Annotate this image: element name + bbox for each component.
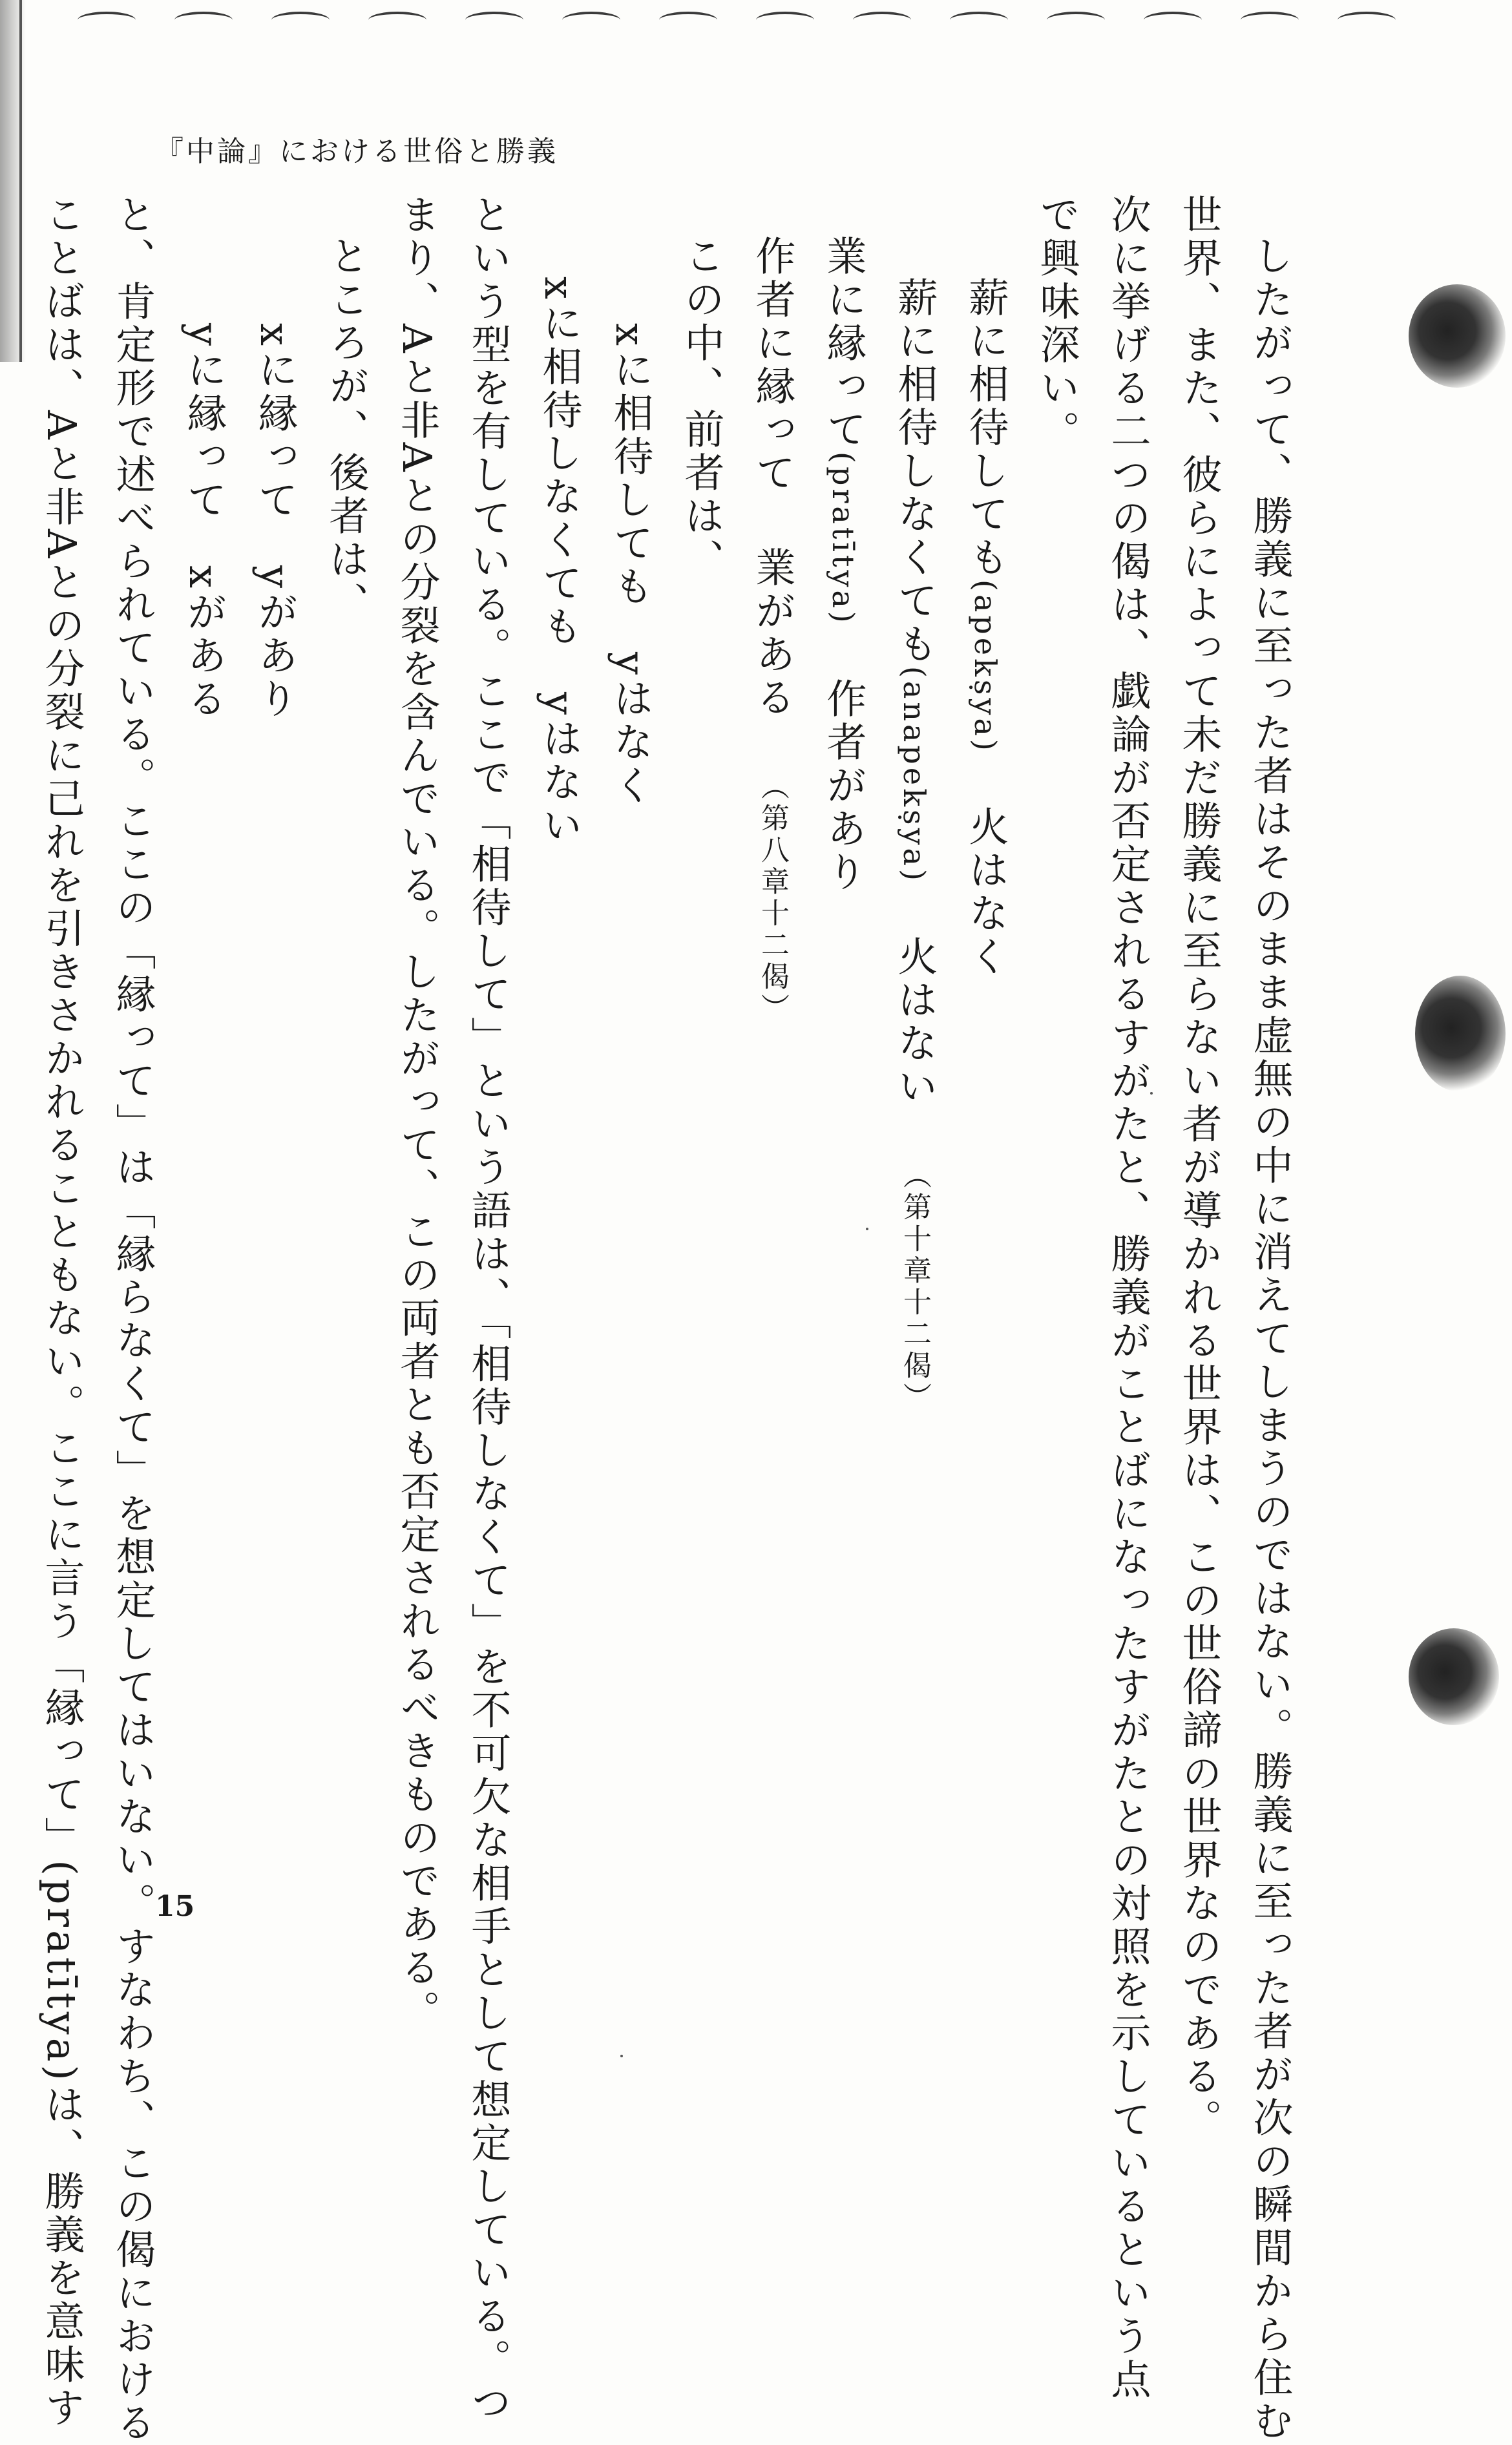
binding-hole [78, 12, 136, 28]
verse-text: 火はない [891, 935, 938, 1109]
verse-citation: （第十章十二偈） [898, 1160, 931, 1414]
binding-hole [174, 12, 233, 28]
verse-text: 作者に縁って [749, 235, 796, 495]
paragraph-line: ところが、後者は、 [322, 235, 370, 625]
binding-hole [950, 12, 1008, 28]
binding-hole [853, 12, 911, 28]
pattern-line: xに相待しなくても yはない [536, 277, 583, 848]
binding-hole [659, 12, 717, 28]
paragraph-line: で興味深い。 [1033, 194, 1080, 454]
ink-blot [1415, 976, 1506, 1092]
ink-blot [1409, 1628, 1499, 1725]
verse-line [950, 194, 1021, 1861]
pattern-line: xに縁って yがあり [251, 323, 299, 721]
running-header: 『中論』における世俗と勝義 [155, 135, 558, 168]
sanskrit-term: (anapekṣya) [897, 666, 932, 884]
verse-citation: （第八章十二偈） [756, 771, 789, 1025]
binding-edge [19, 0, 22, 362]
paragraph-line: と、肯定形で述べられている。ここの「縁って」は「縁らなくて」を想定してはいない。すなわち、この偈における [109, 194, 156, 2445]
paragraph-line: したがって、勝義に至った者はそのまま虚無の中に消えてしまうのではない。勝義に至った者が次の瞬間から住む [1246, 235, 1294, 2443]
paragraph-line: 次に挙げる二つの偈は、戯論が否定されるすがたと、勝義がことばになったすがたとの対照を示しているという点 [1104, 194, 1151, 2402]
binding-hole [271, 12, 330, 28]
paragraph-line: ことばは、Aと非Aとの分裂に己れを引きさかれることもない。ここに言う「縁って」(pratītya)は、勝義を意味す [38, 194, 85, 2430]
paragraph-line: という型を有している。ここで「相待して」という語は、「相待しなくて」を不可欠な相手として想定している。つ [465, 194, 512, 2425]
paragraph-line: この中、前者は、 [678, 235, 725, 582]
binding-hole [465, 12, 523, 28]
binding-hole [368, 12, 426, 28]
ink-blot [1409, 284, 1506, 388]
verse-line [808, 194, 879, 1861]
binding-hole [1047, 12, 1105, 28]
verse-text: 火はなく [962, 805, 1009, 979]
binding-hole [1338, 12, 1396, 28]
pattern-line: yに縁って xがある [180, 323, 227, 721]
verse-text: 業に縁って [820, 235, 867, 452]
binding-hole [562, 12, 620, 28]
paper-speck [620, 2055, 623, 2057]
pattern-line: xに相待しても yはなく [607, 323, 654, 808]
verse-text: 作者があり [820, 677, 867, 894]
verse-text: 薪に相待しなくても [891, 277, 938, 666]
paragraph-line: まり、Aと非Aとの分裂を含んでいる。したがって、この両者とも否定されるべきものである。 [394, 194, 441, 2033]
sanskrit-term: (apekṣya) [968, 580, 1003, 754]
sanskrit-term: (pratītya) [826, 452, 861, 626]
binding-hole [756, 12, 814, 28]
verse-line [737, 194, 808, 1861]
binding-holes [78, 12, 1467, 37]
binding-shadow [0, 0, 26, 362]
binding-hole [1241, 12, 1299, 28]
page-number: 15 [155, 1890, 195, 1923]
binding-hole [1144, 12, 1202, 28]
paragraph-line: 世界、また、彼らによって未だ勝義に至らない者が導かれる世界は、この世俗諦の世界なのである。 [1175, 194, 1223, 2142]
verse-text: 業がある [749, 547, 796, 720]
verse-line [879, 194, 950, 1861]
verse-text: 薪に相待しても [962, 277, 1009, 580]
